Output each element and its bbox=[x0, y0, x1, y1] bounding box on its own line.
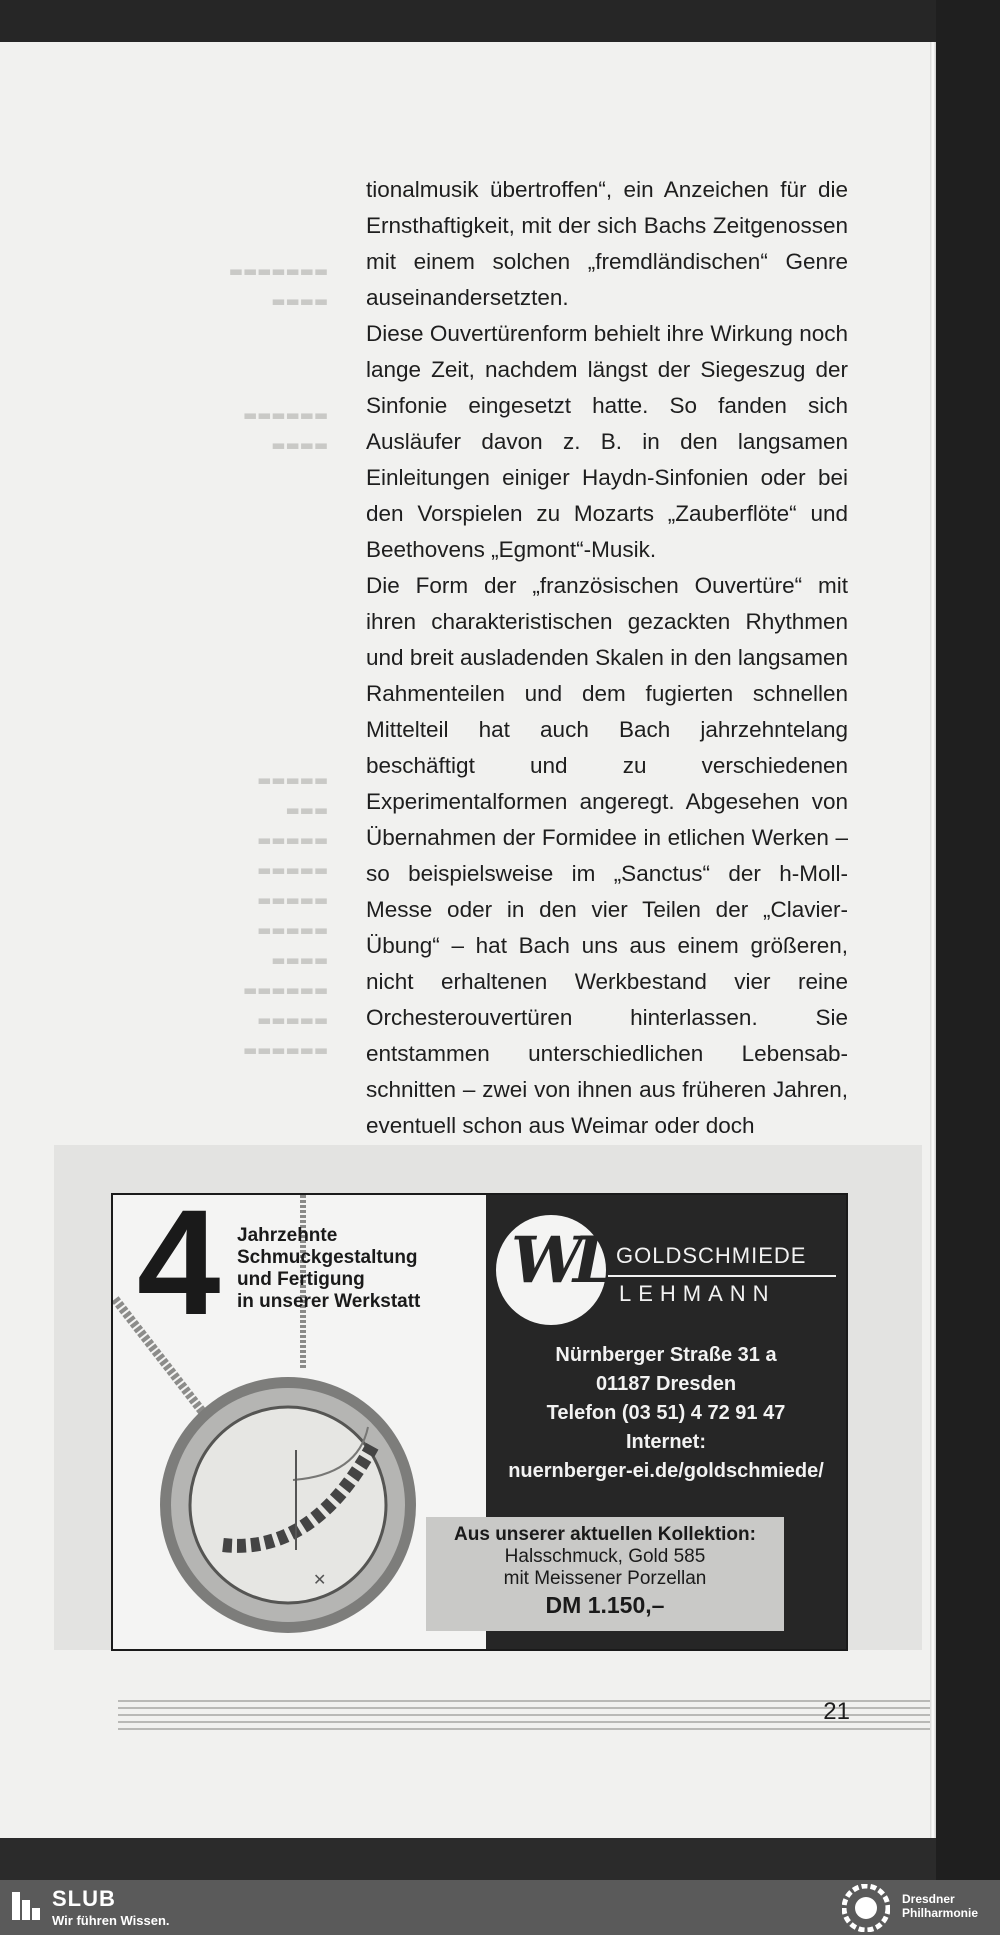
collection-line: Halsschmuck, Gold 585 bbox=[504, 1546, 706, 1567]
collection-price: DM 1.150,– bbox=[545, 1592, 665, 1618]
article-paragraph: Die Form der „französischen Ouvertüre“ mit ihren charakteristischen gezackten Rhythmen und breit ausladenden Skalen in den langsamen Rahmenteilen und dem fugierten schnellen Mittelteil hat auch Bach jahrzehntelang beschäftigt und zu verschiedenen Experimentalformen angeregt. Abgesehen von Übernahmen der Formidee in etlichen Werken – so beispielsweise im „Sanctus“ der h-Moll-Messe oder in den vier Teilen der „Clavier-Übung“ – hat Bach uns aus einem größeren, nicht erhaltenen Werkbestand vier reine Orchesterouvertüren hinterlassen. Sie entstammen unterschiedlichen Lebensabschnitten – zwei von ihnen aus früheren Jahren, eventuell schon aus Weimar oder doch bbox=[366, 573, 848, 1138]
tagline-line: Schmuckgestaltung bbox=[237, 1247, 418, 1268]
philharmonie-name-line: Dresdner bbox=[902, 1892, 955, 1906]
article-body bbox=[366, 172, 848, 1144]
ad-tagline bbox=[237, 1225, 487, 1313]
article-paragraph: tionalmusik übertroffen“, ein Anzeichen für die Ernsthaftigkeit, mit der sich Bachs Zeitgenossen mit einem solchen „fremdländischen“ Genre auseinandersetzten. bbox=[366, 177, 848, 310]
tagline-line: in unserer Werkstatt bbox=[237, 1291, 421, 1312]
tagline-line: und Fertigung bbox=[237, 1269, 365, 1290]
address-line: 01187 Dresden bbox=[595, 1373, 737, 1395]
scan-border-right bbox=[936, 0, 1000, 1880]
anniversary-number: 4 bbox=[137, 1193, 221, 1346]
brand-divider bbox=[608, 1275, 836, 1277]
slub-name: SLUB bbox=[52, 1886, 116, 1911]
tagline-line: Jahrzehnte bbox=[237, 1225, 338, 1246]
repository-footer bbox=[0, 1880, 1000, 1935]
collection-box bbox=[426, 1517, 784, 1631]
decorative-staff-lines bbox=[118, 1700, 930, 1735]
collection-line: mit Meissener Porzellan bbox=[503, 1568, 707, 1589]
philharmonie-name bbox=[902, 1892, 978, 1920]
philharmonie-name-line: Philharmonie bbox=[902, 1906, 979, 1920]
slub-logo-icon bbox=[12, 1892, 40, 1920]
show-through-text: ▬▬▬▬▬▬ ▬▬▬▬ bbox=[242, 406, 328, 454]
article-paragraph: Diese Ouvertürenform behielt ihre Wirkung noch lange Zeit, nachdem längst der Siegeszug der Sinfonie eingesetzt hatte. So fanden sich Ausläufer davon z. B. in den langsamen Einleitungen einiger Haydn-Sinfonien oder bei den Vorspielen zu Mozarts „Zauberflöte“ und Beethovens „Egmont“-Musik. bbox=[366, 321, 848, 562]
svg-text:✕: ✕ bbox=[313, 1570, 327, 1589]
shop-address bbox=[486, 1341, 846, 1486]
collection-heading: Aus unserer aktuellen Kollektion: bbox=[454, 1524, 756, 1545]
page-number: 21 bbox=[823, 1698, 850, 1725]
brand-name-line2: LEHMANN bbox=[619, 1281, 776, 1306]
scan-border-top bbox=[0, 0, 1000, 44]
show-through-text: ▬▬▬▬▬▬▬ ▬▬▬▬ bbox=[228, 262, 328, 310]
internet-label: Internet: bbox=[626, 1431, 706, 1453]
jeweller-advertisement bbox=[111, 1193, 848, 1651]
show-through-text: ▬▬▬▬▬ ▬▬▬ ▬▬▬▬▬ ▬▬▬▬▬ ▬▬▬▬▬ ▬▬▬▬▬ ▬▬▬▬ ▬▬▬▬▬▬ ▬▬▬▬▬ ▬▬▬▬▬▬ bbox=[242, 771, 328, 1059]
phone-line: Telefon (03 51) 4 72 91 47 bbox=[546, 1402, 786, 1424]
brand-name-line1: GOLDSCHMIEDE bbox=[616, 1243, 807, 1268]
slub-tagline: Wir führen Wissen. bbox=[52, 1913, 170, 1928]
website-url: nuernberger-ei.de/goldschmiede/ bbox=[508, 1460, 824, 1482]
philharmonie-logo-icon bbox=[842, 1884, 890, 1932]
logo-monogram: WL bbox=[511, 1223, 608, 1298]
address-line: Nürnberger Straße 31 a bbox=[555, 1344, 777, 1366]
